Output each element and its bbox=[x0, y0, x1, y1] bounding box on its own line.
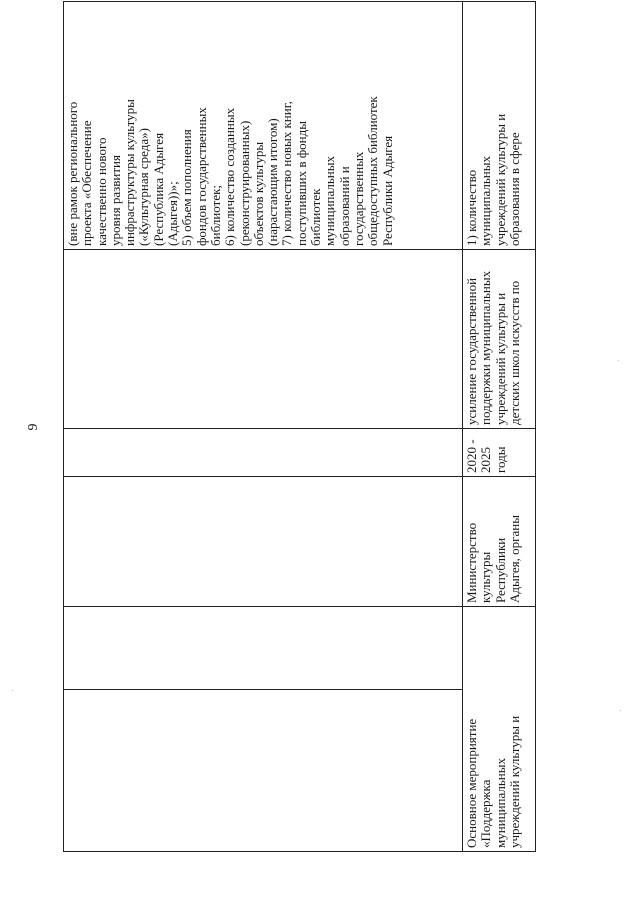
program-events-table bbox=[63, 1, 536, 852]
scan-speck bbox=[620, 710, 621, 711]
scan-speck bbox=[12, 690, 13, 691]
period-cell: 2020 - 2025 годы bbox=[463, 429, 536, 477]
rotated-page bbox=[26, 2, 535, 852]
expected-result-cell: усиление государственной поддержки муниципальных учреждений культуры и детских школ искусств по bbox=[463, 250, 536, 429]
indicators-cell: (вне рамок регионального проекта «Обеспечение качественно нового уровня развития инфраструктуры культуры («Культурная среда») (Республика Адыгея (Адыгея))»; 5) объем пополнения фондов государственных библиотек; 6) количество созданных (реконструированных) объектов культуры (нарастающим итогом) 7) количество новых книг, поступивших в фонды библиотек муниципальных образований и государственных общедоступных библиотек Республики Адыгея bbox=[64, 2, 463, 250]
table-row bbox=[463, 2, 536, 852]
table-row bbox=[64, 2, 463, 852]
table-cell bbox=[64, 250, 463, 429]
table-cell bbox=[64, 607, 463, 690]
indicators-cell: 1) количество муниципальных учреждений культуры и образования в сфере bbox=[463, 2, 536, 250]
executor-cell: Министерство культуры Республики Адыгея, органы bbox=[463, 477, 536, 607]
table-cell bbox=[64, 429, 463, 477]
table-cell bbox=[64, 690, 463, 852]
scan-speck bbox=[618, 360, 619, 361]
event-name-cell: Основное мероприятие «Поддержка муниципальных учреждений культуры и bbox=[463, 607, 536, 852]
table-cell bbox=[64, 477, 463, 607]
page-number: 9 bbox=[26, 423, 41, 431]
